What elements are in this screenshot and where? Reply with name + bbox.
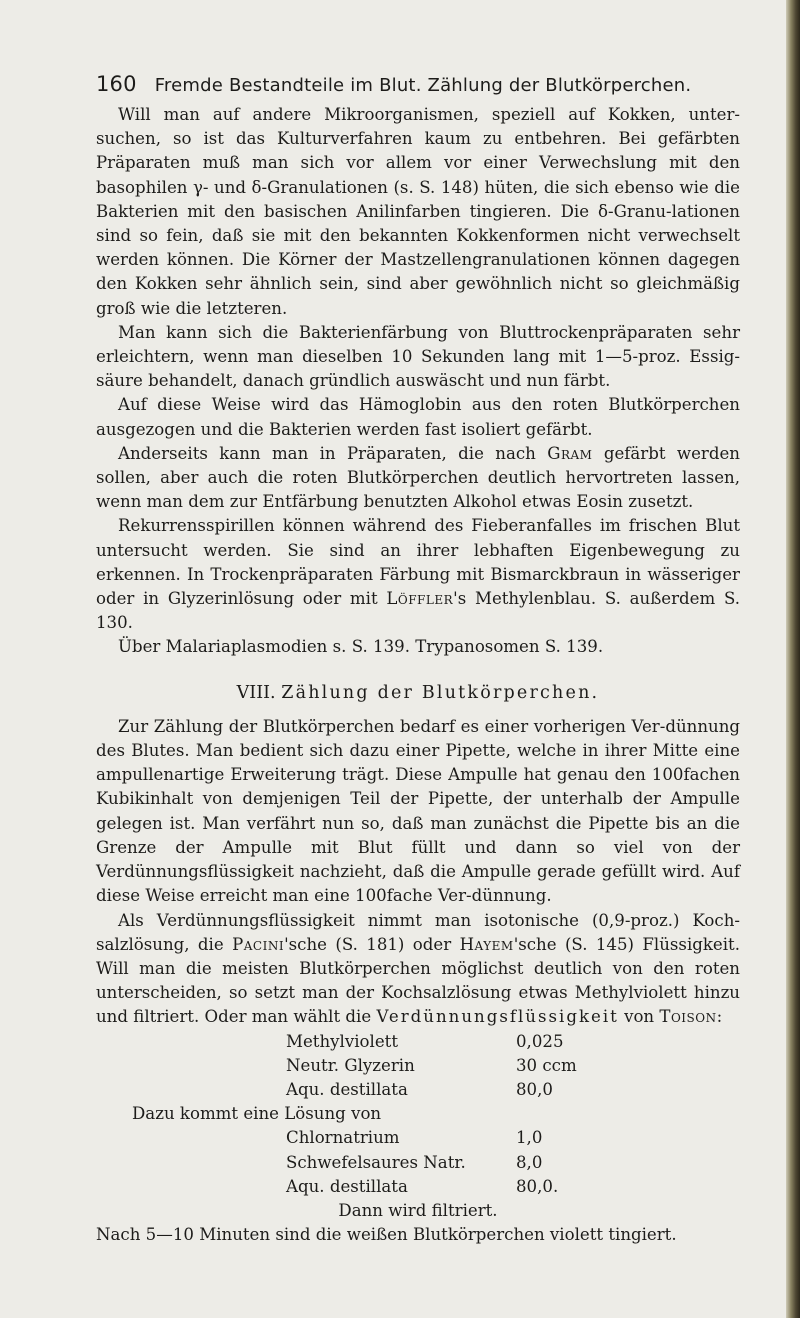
ingredient-name: Chlornatrium [286, 1128, 400, 1148]
paragraph-zaehlung: Zur Zählung der Blutkörperchen bedarf es einer vorherigen Ver-dünnung des Blutes. Man bedient sich dazu einer Pipette, welche in ihrer Mitte eine ampullenartige Erweiterung trägt. Diese Ampulle hat genau den 100fachen Kubikinhalt von demjenigen Teil der Pipette, der unterhalb der Ampulle gelegen ist. Man verfährt nun so, daß man zunächst die Pipette bis an die Grenze der Ampulle mit Blut füllt und dann so viel von der Verdünnungsflüssigkeit nachzieht, daß die Ampulle gerade gefüllt wird. Auf diese Weise erreicht man eine 100fache Ver-dünnung. [96, 716, 740, 906]
running-title: Fremde Bestandteile im Blut. Zählung der Blutkörperchen. [154, 75, 692, 96]
ingredient-name: Schwefelsaures Natr. [286, 1152, 466, 1172]
ingredient-amount: 8,0 [516, 1152, 543, 1172]
body-text [96, 103, 740, 1247]
paragraph-malaria: Über Malariaplasmodien s. S. 139. Trypanosomen S. 139. [118, 637, 604, 657]
text-run: : [716, 1007, 723, 1027]
page-number: 160 [96, 72, 137, 96]
paragraph-gram [96, 442, 740, 515]
paragraph-kokken: Will man auf andere Mikroorganismen, speziell auf Kokken, unter-suchen, so ist das Kulturverfahren kaum zu entbehren. Bei gefärbten Präparaten muß man sich vor allem vor einer Verwechslung mit den basophilen γ- und δ-Granulationen (s. S. 148) hüten, die sich ebenso wie die Bakterien mit den basischen Anilinfarben tingieren. Die δ-Granu-lationen sind so fein, daß sie mit den bekannten Kokkenformen nicht verwechselt werden können. Die Körner der Mastzellengranulationen können dagegen den Kokken sehr ähnlich sein, sind aber gewöhnlich nicht so gleichmäßig groß wie die letzteren. [96, 105, 740, 318]
author-loeffler: Löffler [386, 589, 454, 609]
text-run: Anderseits kann man in Präparaten, die nach [118, 443, 548, 463]
paragraph-rekurrens [96, 514, 740, 635]
section-title: Zählung der Blutkörperchen. [281, 682, 600, 703]
ingredient-name: Methylviolett [286, 1031, 398, 1051]
page-edge-shadow [786, 0, 800, 1318]
ingredient-amount: 80,0 [516, 1079, 553, 1099]
section-heading [96, 681, 740, 705]
ingredient-amount: 30 ccm [516, 1055, 577, 1075]
ingredient-amount: 1,0 [516, 1128, 543, 1148]
author-hayem: Hayem [459, 934, 514, 954]
text-run: 's Methylenblau. S. außerdem S. 130. [96, 589, 740, 633]
recipe-after: Dann wird filtriert. [338, 1200, 498, 1220]
text-run: gefärbt werden sollen, aber auch die roten Blutkörperchen deutlich hervortreten lassen, wenn man dem zur Entfärbung benutzten Alkohol etwas Eosin zusetzt. [96, 443, 740, 512]
running-header [96, 72, 736, 96]
ingredient-name: Aqu. destillata [286, 1079, 408, 1099]
ingredient-amount: 0,025 [516, 1031, 564, 1051]
text-run: Als Verdünnungsflüssigkeit nimmt man isotonische (0,9-proz.) Koch-salzlösung, die [96, 910, 740, 954]
section-numeral: VIII. [236, 682, 276, 703]
paragraph-verduennung [96, 909, 740, 1030]
recipe-row [96, 1151, 740, 1175]
final-sentence: Nach 5—10 Minuten sind die weißen Blutkörperchen violett tingiert. [96, 1225, 677, 1245]
author-pacini: Pacini [232, 934, 285, 954]
recipe-row [96, 1078, 740, 1102]
spaced-term: Verdünnungsflüssigkeit [376, 1007, 619, 1027]
paragraph-haemoglobin: Auf diese Weise wird das Hämoglobin aus den roten Blutkörperchen ausgezogen und die Bakterien werden fast isoliert gefärbt. [96, 395, 740, 439]
text-run: 'sche (S. 181) oder [284, 934, 460, 954]
ingredient-name: Aqu. destillata [286, 1176, 408, 1196]
recipe-row [96, 1030, 740, 1054]
recipe-row [96, 1175, 740, 1199]
recipe-table-2 [96, 1126, 740, 1199]
recipe-table-1 [96, 1030, 740, 1103]
text-run: 'sche (S. 145) Flüssigkeit. Will man die meisten Blutkörperchen möglichst deutlich von den roten unterscheiden, so setzt man der Kochsalzlösung etwas Methylviolett hinzu und filtriert. Oder man wählt die [96, 934, 741, 1027]
ingredient-amount: 80,0. [516, 1176, 559, 1196]
ingredient-name: Neutr. Glyzerin [286, 1055, 415, 1075]
text-run: von [618, 1007, 660, 1027]
recipe-lead: Dazu kommt eine Lösung von [132, 1104, 382, 1124]
paragraph-bakterienfaerbung: Man kann sich die Bakterienfärbung von Bluttrockenpräparaten sehr erleichtern, wenn man dieselben 10 Sekunden lang mit 1—5-proz. Essig-säure behandelt, danach gründlich auswäscht und nun färbt. [96, 322, 740, 391]
text-run: Rekurrensspirillen können während des Fieberanfalles im frischen Blut untersucht werden. Sie sind an ihrer lebhaften Eigenbewegung zu erkennen. In Trockenpräparaten Färbung mit Bismarckbraun in wässeriger oder in Glyzerinlösung oder mit [96, 516, 740, 609]
recipe-row [96, 1126, 740, 1150]
recipe-row [96, 1054, 740, 1078]
author-toison: Toison [659, 1007, 717, 1027]
author-gram: Gram [547, 443, 593, 463]
